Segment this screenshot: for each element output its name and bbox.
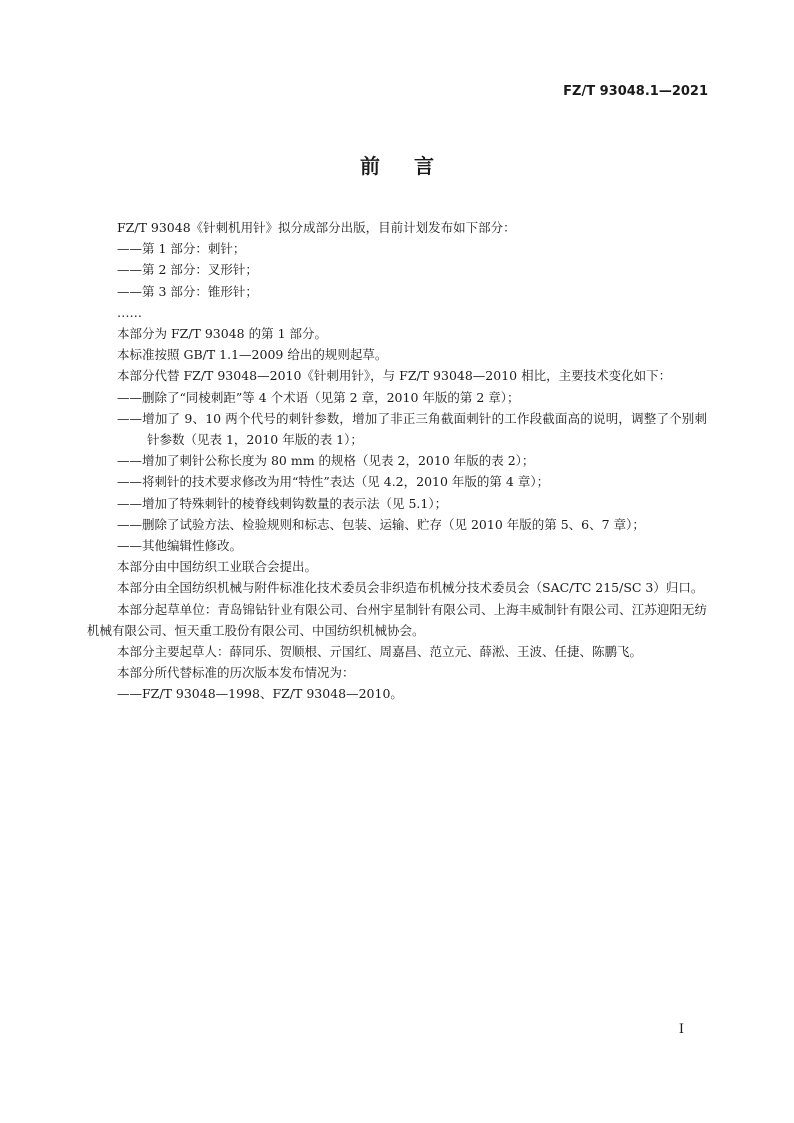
paragraph: …… [117,304,142,320]
paragraph: 本部分代替 FZ/T 93048—2010《针刺用针》，与 FZ/T 93048—2010 相比，主要技术变化如下： [117,368,672,384]
list-item: ——FZ/T 93048—1998、FZ/T 93048—2010。 [117,686,403,702]
list-item: ——增加了刺针公称长度为 80 mm 的规格（见表 2，2010 年版的表 2）； [117,453,535,469]
paragraph: 本部分所代替标准的历次版本发布情况为： [117,665,355,681]
list-item: ——增加了特殊刺针的棱脊线刺钩数量的表示法（见 5.1）； [117,495,448,511]
paragraph: 本部分为 FZ/T 93048 的第 1 部分。 [117,326,327,342]
list-item: ——删除了试验方法、检验规则和标志、包装、运输、贮存（见 2010 年版的第 5、6、7 章）； [117,516,645,532]
page-number: I [678,1022,684,1037]
list-item: ——其他编辑性修改。 [117,538,243,554]
standard-code: FZ/T 93048.1—2021 [563,84,708,99]
paragraph: 本部分起草单位：青岛锦钻针业有限公司、台州宇星制针有限公司、上海丰威制针有限公司、江苏迎阳无纺机械有限公司、恒天重工股份有限公司、中国纺织机械协会。 [87,601,707,638]
paragraph: FZ/T 93048《针刺机用针》拟分成部分出版，目前计划发布如下部分： [117,220,516,235]
page-title: 前言 [360,154,468,178]
list-item: ——第 1 部分：刺针； [117,241,246,257]
paragraph: 本部分由全国纺织机械与附件标准化技术委员会非织造布机械分技术委员会（SAC/TC 215/SC 3）归口。 [117,580,704,596]
foreword-body [87,217,707,705]
list-item: ——删除了“同棱刺距”等 4 个术语（见第 2 章，2010 年版的第 2 章）； [117,389,520,405]
list-item: ——将刺针的技术要求修改为用“特性”表达（见 4.2，2010 年版的第 4 章）； [117,474,550,490]
paragraph: 本标准按照 GB/T 1.1—2009 给出的规则起草。 [117,347,388,363]
list-item: ——增加了 9、10 两个代号的刺针参数，增加了非正三角截面刺针的工作段截面高的说明，调整了个别刺针参数（见表 1，2010 年版的表 1）； [117,410,707,448]
paragraph: 本部分主要起草人：薛同乐、贺顺根、亓国红、周嘉昌、范立元、薛淞、王波、任捷、陈鹏飞。 [117,644,643,660]
list-item: ——第 2 部分：叉形针； [117,262,258,278]
list-item: ——第 3 部分：锥形针； [117,283,258,299]
paragraph: 本部分由中国纺织工业联合会提出。 [117,559,318,575]
